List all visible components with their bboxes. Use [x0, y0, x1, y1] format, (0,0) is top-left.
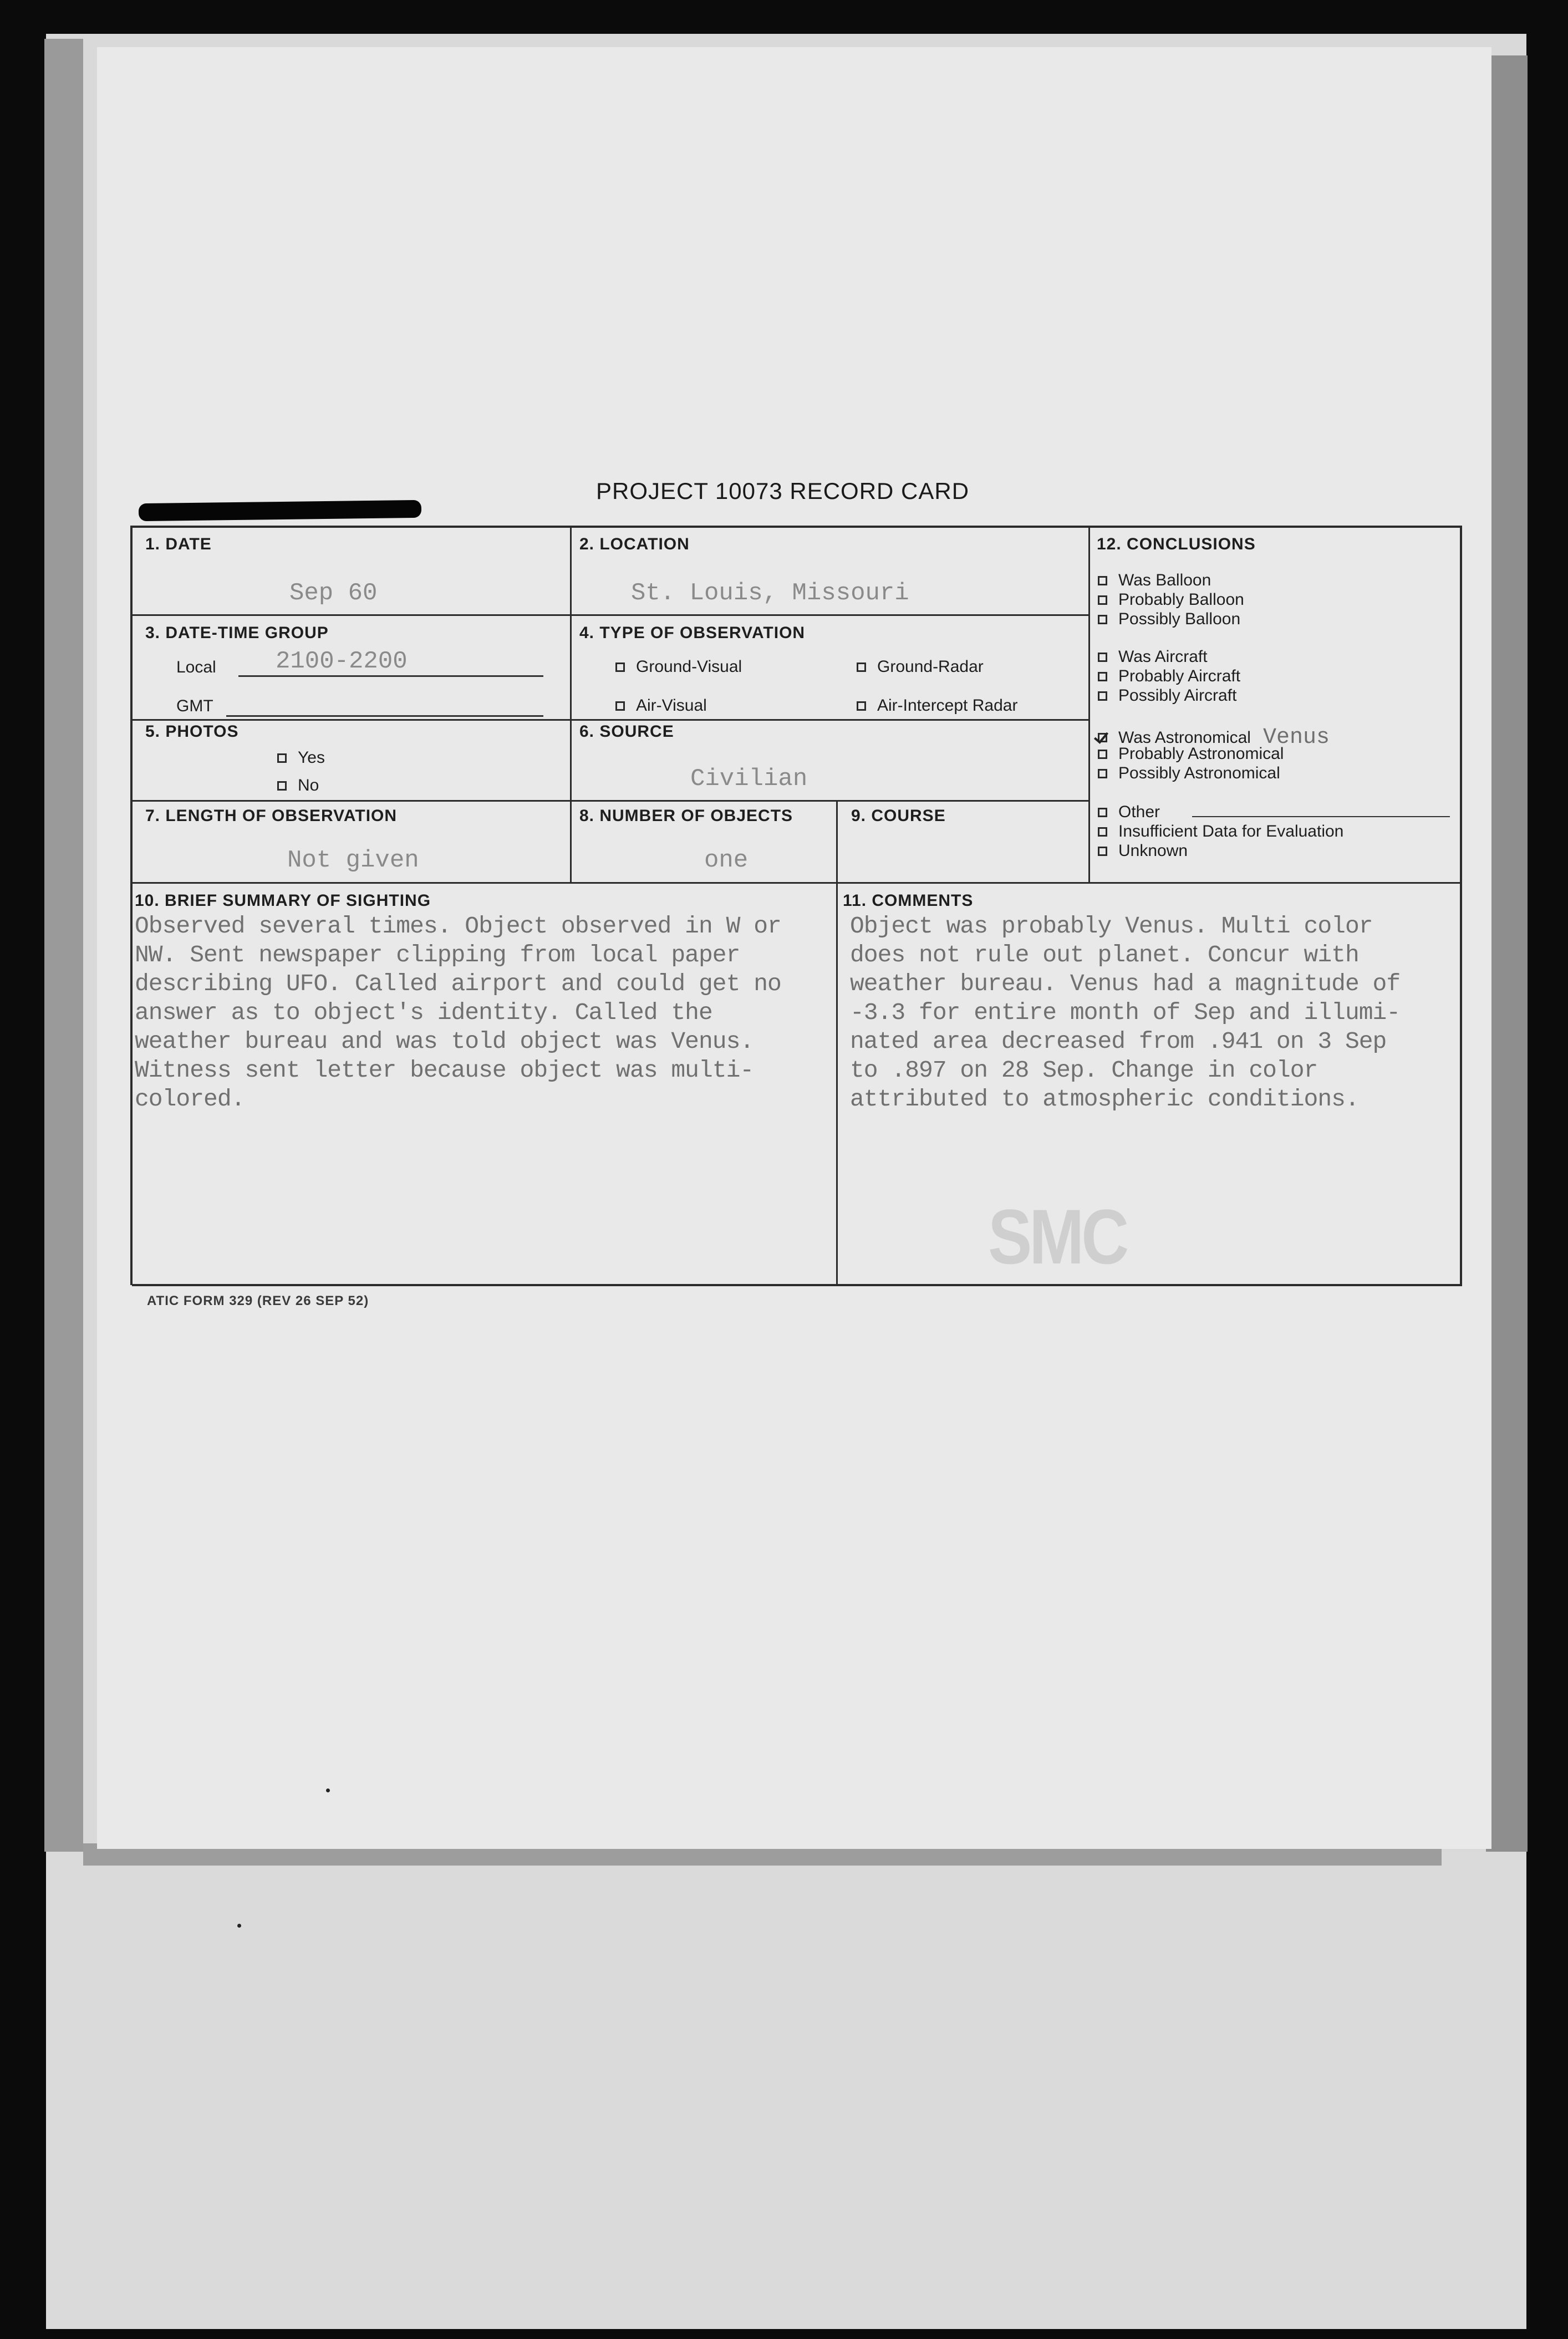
- ground-visual-label: Ground-Visual: [636, 658, 742, 676]
- ground-visual-checkbox[interactable]: [615, 663, 625, 672]
- course-label: 9. COURSE: [851, 807, 946, 825]
- divider-v-2: [1088, 526, 1090, 883]
- date-value: Sep 60: [289, 579, 378, 607]
- unknown-option[interactable]: [1098, 842, 1188, 860]
- date-time-group-label: 3. DATE-TIME GROUP: [145, 624, 329, 642]
- card-title: PROJECT 10073 RECORD CARD: [596, 478, 970, 504]
- photos-yes-checkbox[interactable]: [277, 753, 287, 763]
- date-label: 1. DATE: [145, 535, 212, 553]
- number-of-objects-value: one: [704, 847, 749, 874]
- air-intercept-radar-checkbox[interactable]: [857, 701, 866, 711]
- photos-label: 5. PHOTOS: [145, 722, 239, 741]
- other-line: [1192, 816, 1450, 817]
- divider-v-1: [570, 526, 572, 883]
- insufficient-data-option[interactable]: [1098, 822, 1343, 841]
- possibly-balloon-checkbox[interactable]: [1098, 615, 1107, 624]
- edge-shadow-left: [44, 39, 83, 1852]
- divider-h-1: [132, 614, 1089, 616]
- possibly-balloon-label: Possibly Balloon: [1118, 610, 1241, 628]
- photos-no-checkbox[interactable]: [277, 781, 287, 791]
- divider-v-3: [836, 801, 838, 1285]
- possibly-balloon-option[interactable]: [1098, 610, 1240, 629]
- probably-balloon-checkbox[interactable]: [1098, 595, 1107, 605]
- was-balloon-checkbox[interactable]: [1098, 576, 1107, 585]
- probably-aircraft-checkbox[interactable]: [1098, 672, 1107, 681]
- smc-stamp: SMC: [987, 1193, 1127, 1280]
- redaction-mark: [139, 500, 421, 521]
- observation-type-label: 4. TYPE OF OBSERVATION: [579, 624, 806, 642]
- probably-astronomical-label: Probably Astronomical: [1118, 745, 1284, 763]
- local-time-value: 2100-2200: [276, 648, 408, 675]
- form-border-left: [130, 526, 133, 1285]
- ground-visual-option[interactable]: [615, 658, 742, 676]
- insufficient-data-checkbox[interactable]: [1098, 827, 1107, 837]
- speck-1: [326, 1788, 330, 1792]
- was-balloon-label: Was Balloon: [1118, 571, 1211, 589]
- location-label: 2. LOCATION: [579, 535, 690, 553]
- source-value: Civilian: [690, 765, 808, 793]
- air-intercept-radar-option[interactable]: [857, 696, 1017, 715]
- possibly-aircraft-option[interactable]: [1098, 686, 1236, 705]
- probably-aircraft-option[interactable]: [1098, 667, 1240, 686]
- photos-no-option[interactable]: [277, 776, 319, 795]
- lower-sheet: [46, 1852, 1526, 2329]
- unknown-checkbox[interactable]: [1098, 847, 1107, 856]
- other-option[interactable]: [1098, 803, 1160, 822]
- summary-text: Observed several times. Object observed in W or NW. Sent newspaper clipping from local paper describing UFO. Called airport and could get no answer as to object's identity. Called the weather bureau and was told object was Venus. Witness sent letter because object was multi- colored.: [135, 913, 781, 1113]
- probably-aircraft-label: Probably Aircraft: [1118, 667, 1241, 685]
- insufficient-data-label: Insufficient Data for Evaluation: [1118, 822, 1344, 840]
- ground-radar-checkbox[interactable]: [857, 663, 866, 672]
- unknown-label: Unknown: [1118, 842, 1188, 860]
- air-visual-checkbox[interactable]: [615, 701, 625, 711]
- probably-balloon-option[interactable]: [1098, 590, 1244, 609]
- length-of-observation-label: 7. LENGTH OF OBSERVATION: [145, 807, 398, 825]
- ground-radar-option[interactable]: [857, 658, 984, 676]
- gmt-line: [226, 715, 543, 717]
- form-border-bottom: [132, 1284, 1462, 1286]
- form-border-top: [132, 526, 1460, 528]
- probably-astronomical-option[interactable]: [1098, 745, 1284, 763]
- probably-astronomical-checkbox[interactable]: [1098, 750, 1107, 759]
- local-time-line: [238, 675, 543, 677]
- edge-shadow-right: [1486, 55, 1528, 1852]
- photos-yes-label: Yes: [298, 748, 325, 767]
- ground-radar-label: Ground-Radar: [877, 658, 984, 676]
- air-visual-option[interactable]: [615, 696, 707, 715]
- was-aircraft-option[interactable]: [1098, 648, 1208, 666]
- other-label: Other: [1118, 803, 1160, 821]
- was-astronomical-checkbox[interactable]: [1098, 733, 1107, 742]
- possibly-astronomical-label: Possibly Astronomical: [1118, 764, 1280, 782]
- location-value: St. Louis, Missouri: [631, 579, 909, 607]
- probably-balloon-label: Probably Balloon: [1118, 590, 1244, 609]
- length-of-observation-value: Not given: [287, 847, 419, 874]
- speck-2: [237, 1924, 241, 1928]
- was-aircraft-checkbox[interactable]: [1098, 653, 1107, 662]
- air-visual-label: Air-Visual: [636, 696, 707, 715]
- divider-h-4: [132, 882, 1462, 884]
- comments-text: Object was probably Venus. Multi color does not rule out planet. Concur with weather bureau. Venus had a magnitude of -3.3 for entire month of Sep and illumi- nated area decreased from .941 on 3 Sep to .897 on 28 Sep. Change in color attributed to atmospheric conditions.: [850, 913, 1401, 1113]
- was-astronomical-note: Venus: [1262, 725, 1330, 750]
- comments-label: 11. COMMENTS: [843, 891, 974, 910]
- divider-h-3: [132, 800, 1089, 802]
- form-border-right: [1460, 526, 1462, 1285]
- possibly-astronomical-option[interactable]: [1098, 764, 1280, 783]
- divider-h-2: [132, 719, 1089, 721]
- was-astronomical-label: Was Astronomical: [1118, 728, 1251, 747]
- photos-yes-option[interactable]: [277, 748, 325, 767]
- local-time-label: Local: [176, 658, 216, 676]
- possibly-aircraft-checkbox[interactable]: [1098, 691, 1107, 701]
- source-label: 6. SOURCE: [579, 722, 674, 741]
- number-of-objects-label: 8. NUMBER OF OBJECTS: [579, 807, 793, 825]
- gmt-label: GMT: [176, 697, 213, 715]
- conclusions-label: 12. CONCLUSIONS: [1097, 535, 1256, 553]
- possibly-astronomical-checkbox[interactable]: [1098, 769, 1107, 778]
- air-intercept-radar-label: Air-Intercept Radar: [877, 696, 1018, 715]
- photos-no-label: No: [298, 776, 319, 794]
- other-checkbox[interactable]: [1098, 808, 1107, 817]
- possibly-aircraft-label: Possibly Aircraft: [1118, 686, 1237, 705]
- summary-label: 10. BRIEF SUMMARY OF SIGHTING: [135, 891, 431, 910]
- form-footer: ATIC FORM 329 (REV 26 SEP 52): [147, 1293, 369, 1308]
- was-aircraft-label: Was Aircraft: [1118, 648, 1208, 666]
- was-balloon-option[interactable]: [1098, 571, 1211, 590]
